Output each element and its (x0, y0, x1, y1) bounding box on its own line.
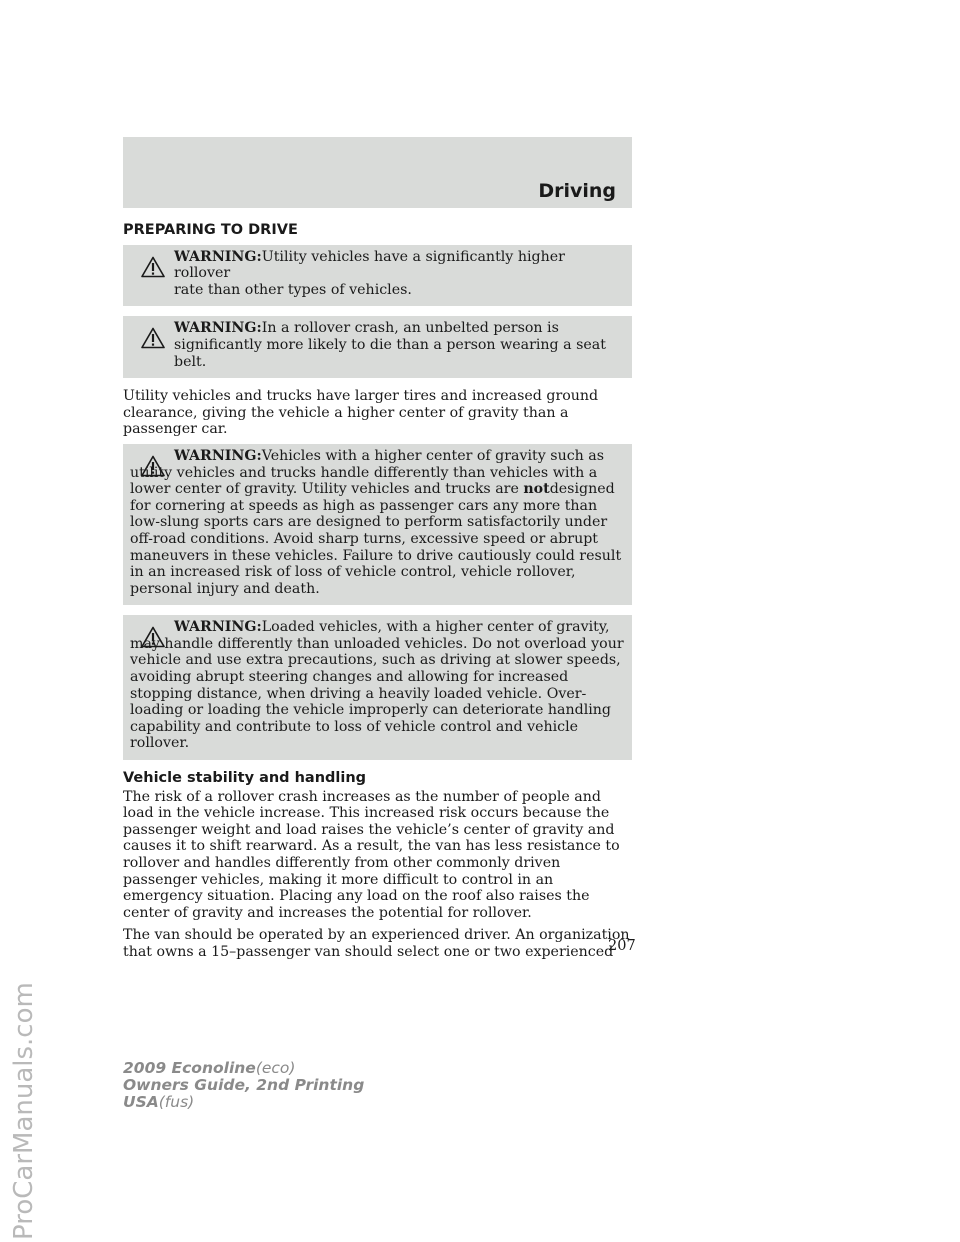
warning-label: WARNING: (174, 447, 262, 464)
footer-model-code: (eco) (255, 1059, 296, 1077)
warning-text-cont: designed for cornering at speeds as high as passenger cars any more than low-slung sports cars are designed to perform satisfactorily under off-road conditions. Avoid sharp turns, excessive speed or abrupt maneuvers in these vehicles. Failure to drive cautiously could result in an increased risk of loss of vehicle control, vehicle rollover, personal injury and death. (130, 481, 622, 597)
sub-heading: Vehicle stability and handling (123, 770, 367, 787)
warning-text: In a rollover crash, an unbelted person is (261, 320, 559, 337)
warning-text: Loaded vehicles, with a higher center of gravity, may handle differently than unloaded vehicles. Do not overload your vehicle and use extra precautions, such as driving at slower speeds, avoiding abrupt steering changes and allowing for increased stopping distance, when driving a heavily loaded vehicle. Over-loading or loading the vehicle improperly can deteriorate handling capability and contribute to loss of vehicle control and vehicle rollover. (130, 619, 624, 752)
page-content (123, 222, 632, 967)
warning-box-2 (123, 316, 632, 378)
warning-triangle-icon (141, 455, 165, 477)
warning-text: Utility vehicles have a significantly higher rollover (174, 248, 565, 282)
warning-box-3 (123, 444, 632, 605)
warning-box-4 (123, 615, 632, 760)
warning-label: WARNING: (174, 320, 262, 337)
warning-text-cont: rate than other types of vehicles. (174, 281, 412, 298)
page-number: 207 (608, 938, 636, 954)
footer-guide: Owners Guide, 2nd Printing (123, 1076, 365, 1094)
warning-text: Vehicles with a higher center of gravity such as utility vehicles and trucks handle differently than vehicles with a lower center of gravity. Utility vehicles and trucks are (130, 447, 605, 498)
warning-label: WARNING: (174, 619, 262, 636)
body-paragraph: The risk of a rollover crash increases as the number of people and load in the vehicle increase. This increased risk occurs because the passenger weight and load raises the vehicle’s center of gravity and causes it to shift rearward. As a result, the van has less resistance to rollover and handles differently from other commonly driven passenger vehicles, making it more difficult to control in an emergency situation. Placing any load on the roof also raises the center of gravity and increases the potential for rollover. (123, 788, 620, 921)
body-paragraph: Utility vehicles and trucks have larger tires and increased ground clearance, giving the vehicle a higher center of gravity than a passenger car. (123, 388, 599, 438)
footer-market-code: (fus) (158, 1093, 195, 1111)
section-heading: PREPARING TO DRIVE (123, 222, 298, 238)
warning-triangle-icon (141, 256, 165, 278)
footer-model: 2009 Econoline (123, 1059, 256, 1077)
emphasis-text: not (523, 481, 550, 498)
body-paragraph: The van should be operated by an experienced driver. An organization that owns a 15–passenger van should select one or two experienced (123, 927, 630, 960)
warning-triangle-icon (141, 327, 165, 349)
warning-box-1 (123, 245, 632, 307)
footer-market: USA (123, 1093, 159, 1111)
chapter-title: Driving (538, 180, 616, 202)
watermark: ProCarManuals.com (9, 982, 39, 1240)
page-header-band (123, 137, 632, 208)
warning-text-cont: significantly more likely to die than a person wearing a seat belt. (174, 336, 606, 370)
warning-triangle-icon (141, 626, 165, 648)
warning-label: WARNING: (174, 248, 262, 265)
document-footer (123, 1060, 364, 1111)
